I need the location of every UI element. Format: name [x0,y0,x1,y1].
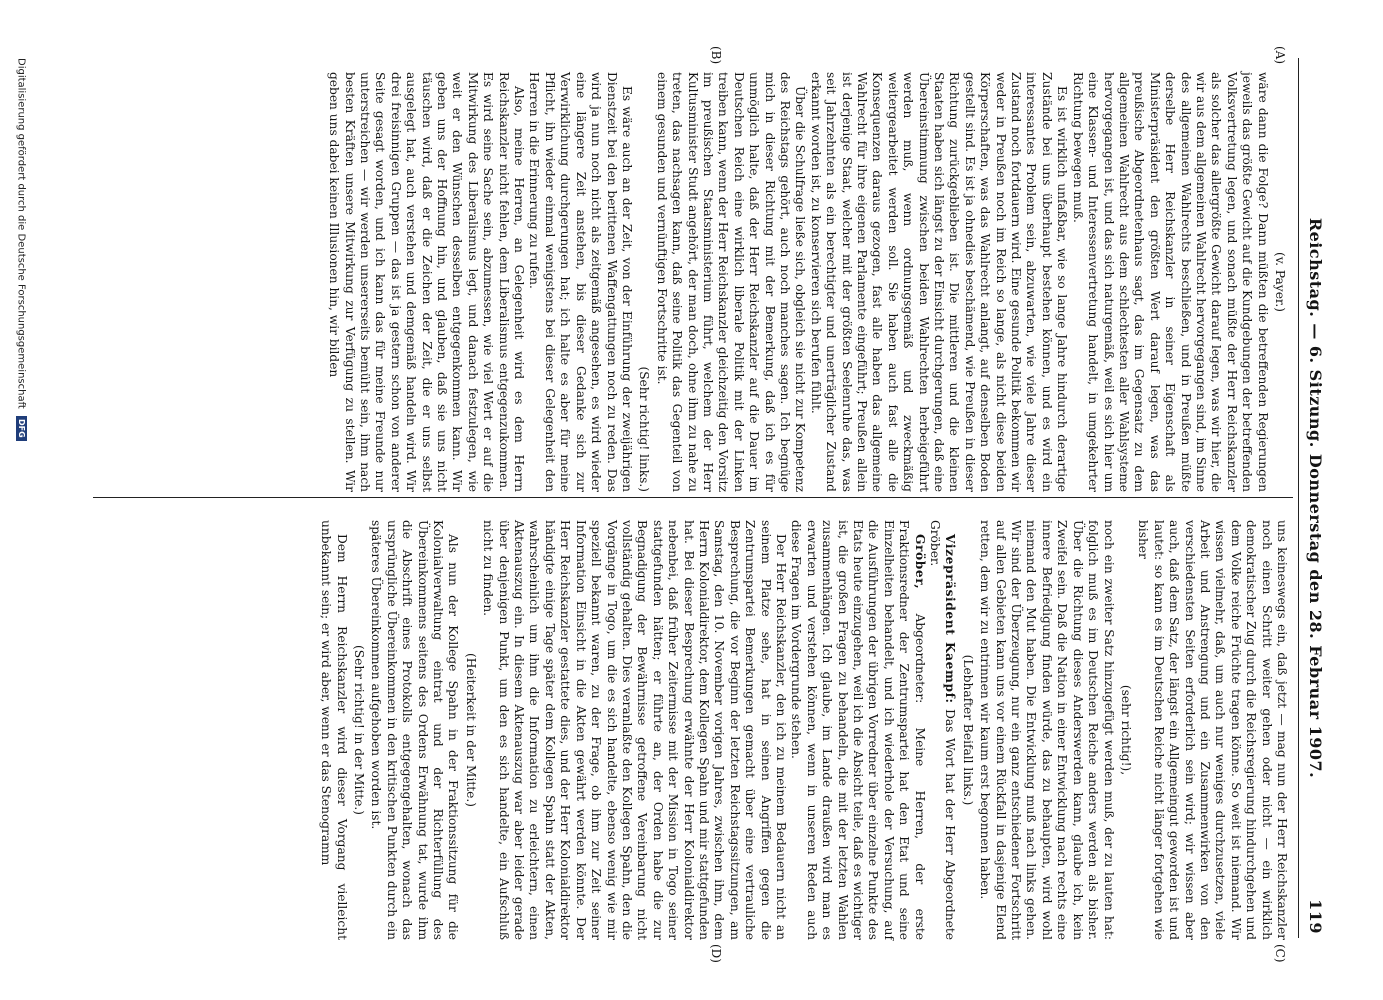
margin-tag-b: (B) [709,46,723,65]
interjection: (Lebhafter Beifall links.) [960,654,975,806]
paragraph: Über die Schulfrage ließe sich, obgleich sie nicht zur Kompetenz des Reichstags gehört, auch noch manches sagen. Ich begnüge mich in dieser Richtung mit der Bemerkung, daß ich es für unmöglich halte, daß der Herr Reichskanzler auf die Dauer im Deutschen Reich eine wirklich liberale Politik mit der Linken treiben kann, wenn der Herr Reichskanzler gleichzeitig den Vorsitz im preußischen Staatsministerium führt, welchem der Herr Kultusminister Studt angehört, der man doch, ohne ihm zu nahe zu treten, das nachsagen kann, daß seine Politik das Gegenteil von einem gesunden und vernünftigen Fortschritte ist. [654,72,808,492]
speaker-name: Vizepräsident Kaempf: [943,534,958,704]
interjection: (Sehr richtig! links.) [637,366,652,492]
footer-credit [16,58,28,938]
paragraph [927,520,958,940]
interjection: (Sehr richtig! in der Mitte.) [352,645,367,815]
right-column [318,520,1289,940]
speaker-name: Gröber, [912,534,927,590]
paragraph-text: Abgeordneter: Meine Herren, der erste Fraktionsredner der Zentrumspartei hat den Etat und seine Einzelheiten behandelt, und ich wiederhole der Versuchung, auf die Ausführungen der übrigen Vorredner über einzelne Punkte des Etats heute einzugehen, weil ich die Absicht teile, daß es wichtiger ist, die großen Fragen zu behandeln, die mit der letzten Wahlen zusammenhängen. Ich glaube, im Lande draußen wird man es erwarten und verstehen können, wenn in unseren Reden auch diese Fragen im Vordergrunde stehen. [789,520,927,940]
interjection: (sehr richtig!), [1118,684,1133,776]
margin-tag-a: (A) [1273,46,1287,65]
paragraph: Es wäre auch an der Zeit, von der Einführung der zweijährigen Dienstzeit bei den berittenen Waffengattungen noch zu reden. Das wird ja nun noch nicht als zeitgemäß angesehen, es wird wieder eine längere Zeit anstehen, bis dieser Gedanke sich zur Verwirklichung durchgerungen hat; ich halte es aber für meine Pflicht, ihn wieder einmal wenigstens bei dieser Gelegenheit den Herren in die Erinnerung zu rufen. [527,72,634,492]
column-divider [93,497,1293,498]
paragraph: Es ist wirklich unfaßbar, wie so lange Jahre hindurch derartige Zustände bei uns überhaupt bestehen können, und es wird ein interessantes Problem sein, abzuwarten, wie viele Jahre dieser Zustand noch fortdauern wird. Eine gesunde Politik bekommen wir weder in Preußen noch im Reich so lange, als nicht diese beiden Körperschaften, was das Wahlrecht anlangt, auf denselben Boden gestellt sind. Es ist ja ohnedies beschämend, wie Preußen in dieser Richtung zurückgeblieben ist. Die mittleren und die kleinen Staaten haben sich längst zu der Einsicht durchgerungen, daß eine Übereinstimmung zwischen beiden Wahlrechten herbeigeführt werden muß, wenn ordnungsgemäß und zweckmäßig weitergearbeitet werden soll. Sie haben auch fast alle die Konsequenzen daraus gezogen, fast alle haben das allgemeine Wahlrecht für ihre eigenen Parlamente eingeführt; Preußen allein ist derjenige Staat, welcher mit der größten Seelenruhe das, was seit Jahrzehnten als ein berechtigter und unerträglicher Zustand erkannt worden ist, zu konservieren sich berufen fühlt. [808,72,1070,492]
page-header [1301,58,1331,938]
margin-tag-d: (D) [709,944,723,963]
left-column [326,72,1289,492]
running-title: Reichstag. — 6. Sitzung. Donnerstag den 28. Februar 1907. [1306,217,1325,779]
paragraph: Als nun der Kollege Spahn in der Fraktionssitzung für die Kolonialverwaltung eintrat und der Richterfüllung des Übereinkommens seitens des Ordens Erwähnung tat, wurde ihm die Abschrift eines Protokolls entgegengehalten, wonach das ursprüngliche Übereinkommen in den kritischen Punkten durch ein späteres Übereinkommen aufgehoben worden ist. [369,520,461,940]
dfg-logo-icon: DFG [16,416,27,441]
paragraph: noch ein zweiter Satz hinzugefügt werden muß, der zu lauten hat: folglich muß es im Deutschen Reiche anders werden als bisher. Über die Richtung dieses Anderswerden kann, glaube ich, kein Zweifel sein. Daß die Nation in einer Entwicklung nach rechts eine innere Befriedigung finden würde, das zu behaupten, wird wohl niemand den Mut haben. Die Entwicklung muß nach links gehen. Wir sind der Überzeugung, nur ein ganz entschiedener Fortschritt auf allen Gebieten kann uns vor einem Rückfall in dasjenige Elend retten, dem wir zu entrinnen wir kaum erst begonnen haben. [978,520,1116,940]
page-number: 119 [1306,899,1325,934]
paragraph: Also, meine Herren, an Gelegenheit wird es dem Herrn Reichskanzler nicht fehlen, dem Liberalismus entgegenzukommen. Es wird seine Sache sein, abzumessen, wie viel Wert er auf die Mitwirkung des Liberalismus legt, und danach festzulegen, wie weit er den Wünschen desselben entgegenkommen kann. Wir geben uns der Hoffnung hin, und glauben, daß sie uns nicht täuschen wird, daß er die Zeichen der Zeit, die er uns selbst ausgelegt hat, auch verstehen und demgemäß handeln wird. Wir drei freisinnigen Gruppen — das ist ja gestern schon von anderer Seite gesagt worden, und ich kann das für meine Freunde nur unterstreichen — wir werden unsererseits bemüht sein, ihm nach besten Kräften unsere Mitwirkung zur Verfügung zu stellen. Wir geben uns dabei keinen Illusionen hin, wir bilden [327,72,527,492]
paragraph: uns keineswegs ein, daß jetzt — mag nun der Herr Reichskanzler noch einen Schritt weiter gehen oder nicht — ein wirklich demokratischer Zug durch die Reichsregierung hindurchgehen und dem Volke reiche Früchte tragen könne. So weit ist niemand. Wir wissen vielmehr, daß, um auch nur weniges durchzusetzen, viele Arbeit und Anstrengung und ein Zusammenwirken von den verschiedensten Seiten erforderlich sein wird; wir wissen aber auch, daß dem Satz, der längst ein Allgemeingut geworden ist und lautet: so kann es im Deutschen Reiche nicht länger fortgehen wie bisher [1136,520,1289,940]
interjection: (Heiterkeit in der Mitte.) [463,652,478,808]
paragraph: Der Herr Reichskanzler, den ich zu meinem Bedauern nicht an seinem Platze sehe, hat in seinen Angriffen gegen die Zentrumspartei Bemerkungen gemacht über eine vertrauliche Besprechung, die vor Beginn der letzten Reichstagssitzungen, am Samstag, den 10. November vorigen Jahres, zwischen ihm, dem Herrn Kolonialdirektor, dem Kollegen Spahn und mir stattgefunden hat. Bei dieser Besprechung erwähnte der Herr Kolonialdirektor nebenbei, daß früher Zeitermisse mit der Mission in Togo seiner stattgefunden hätten; er führte an, der Orden habe die zur Begnadigung der Bewährnisse getroffene Vereinbarung nicht vollständig gehalten. Dies veranlaßte den Kollegen Spahn, den die Vorgänge in Togo, um die es sich handelte, ebenso wenig wie mir speziell bekannt waren, zu der Frage, ob ihm zur Zeit seiner Information Einsicht in die Akten gewährt werden könnte. Der Herr Reichskanzler gestattete dies, und der Herr Kolonialdirektor händigte einige Tage später dem Kollegen Spahn statt der Akten, wahrscheinlich um ihm die Information zu erleichtern, einen Aktenauszug ein. In diesem Aktenauszug war aber leider gerade über denjenigen Punkt, um den es sich handelte, ein Aufschluß nicht zu finden. [481,520,788,940]
speaker-attribution: (v. Payer.) [1273,251,1287,313]
paragraph-text: Das Wort hat der Herr Abgeordnete Gröber. [928,520,958,940]
paragraph: wäre dann die Folge? Dann müßten die betreffenden Regierungen jeweils das größte Gewicht auf die Kundgebungen der betreffenden Volksvertretung legen, und sonach müßte der Herr Reichskanzler als solcher das allergrößte Gewicht darauf legen, was wir hier, die wir aus dem allgemeinen Wahlrecht hervorgegangen sind, im Sinne des allgemeinen Wahlrechts beschließen, und in Preußen müßte derselbe Herr Reichskanzler in seiner Eigenschaft als Ministerpräsident den größten Wert darauf legen, was das preußische Abgeordnetenhaus sagt, das im Gegensatz zu dem allgemeinen Wahlrecht aus dem schlechtesten aller Wahlsysteme hervorgegangen ist, und das sich naturgemäß, weil es sich hier um eine Klassen- und Interessenvertretung handelt, in umgekehrter Richtung bewegen muß. [1070,72,1270,492]
paragraph [788,520,927,940]
header-rule [1298,58,1299,938]
margin-tag-c: (C) [1273,944,1287,963]
paragraph: Dem Herrn Reichskanzler wird dieser Vorgang vielleicht unbekannt sein; er wird aber, wenn er das Stenogramm [319,520,349,940]
digitization-credit: Digitalisierung gefördert durch die Deutsche Forschungsgemeinschaft [15,58,27,409]
